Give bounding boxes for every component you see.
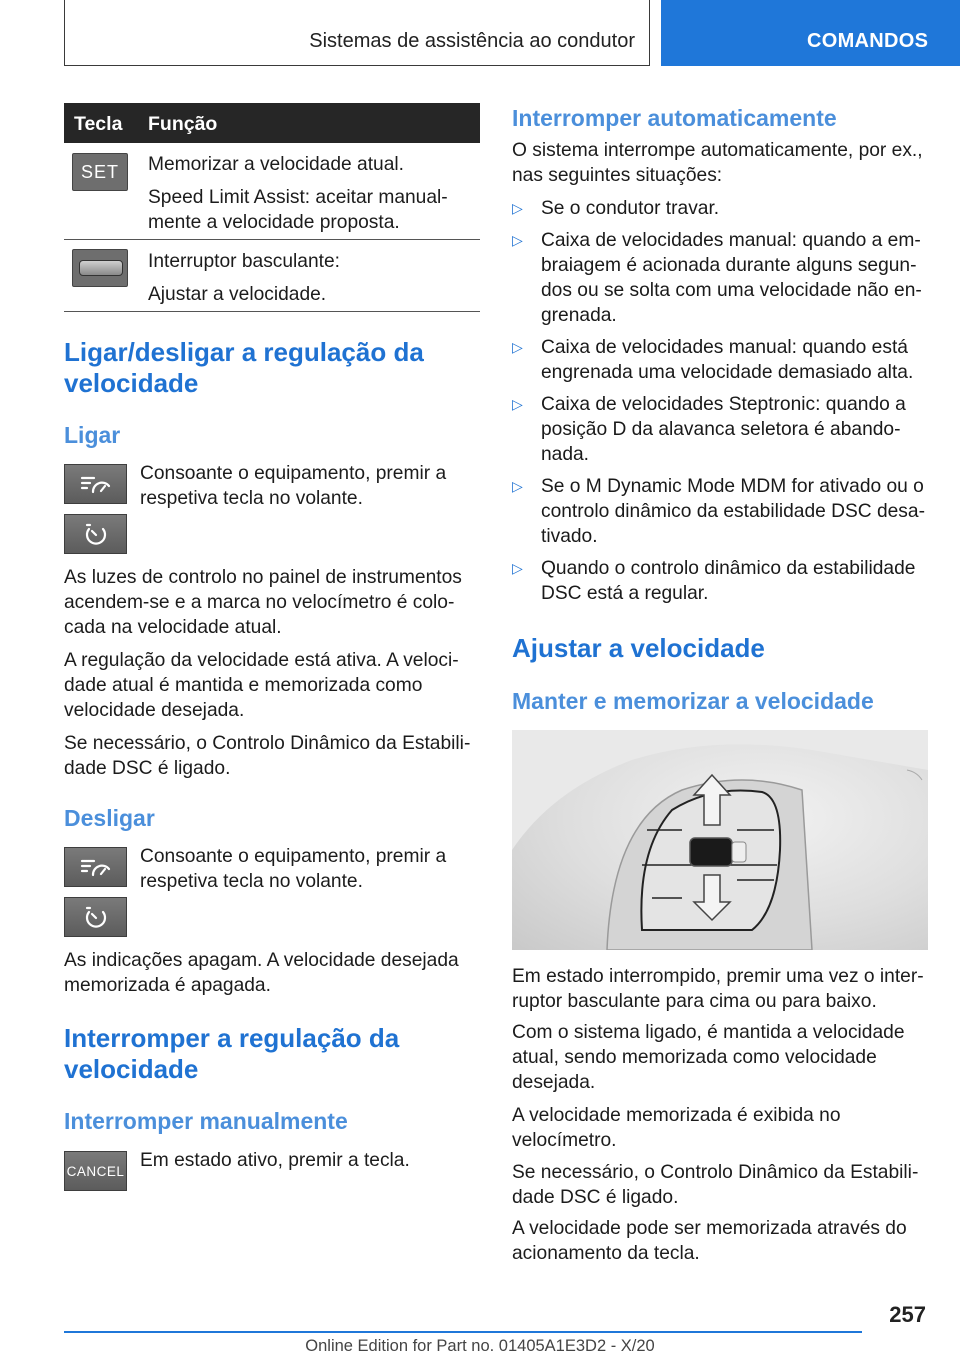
speed-limiter-icon [64, 514, 127, 554]
footer-divider [64, 1331, 862, 1333]
footer-edition: Online Edition for Part no. 01405A1E3D2 - X/20 [305, 1337, 655, 1355]
table-cell-line: Speed Limit Assist: aceitar manualmente a velocidade proposta. [148, 187, 448, 233]
desligar-paragraph: As indicações apagam. A velocidade desejada memorizada é apagada. [64, 950, 459, 996]
table-col-key: Tecla [74, 113, 123, 135]
triangle-bullet-icon: ▷ [512, 478, 523, 494]
triangle-bullet-icon: ▷ [512, 200, 523, 216]
ligar-paragraph-2: A regulação da velocidade está ativa. A velocidade atual é mantida e memorizada como velocidade desejada. [64, 650, 459, 721]
list-item: ▷ Caixa de velocidades manual: quando a embraiagem é acionada durante alguns segundos ou se solta com uma velocidade não engrenada. [512, 230, 922, 326]
triangle-bullet-icon: ▷ [512, 339, 523, 355]
table-cell-line: Memorizar a velocidade atual. [148, 154, 404, 175]
heading-interromper-auto: Interromper automaticamente [512, 105, 837, 131]
header-chapter-tab [661, 0, 960, 66]
heading-manter: Manter e memorizar a velocidade [512, 688, 874, 714]
cruise-control-icon [64, 847, 127, 887]
manter-paragraph-2: Com o sistema ligado, é mantida a velocidade atual, sendo memorizada como velocidade desejada. [512, 1022, 905, 1093]
desligar-instruction: Consoante o equipamento, premir a respetiva tecla no volante. [140, 846, 447, 892]
cancel-key-icon [64, 1151, 127, 1191]
heading-interromper: Interromper a regulação da velocidade [64, 1023, 400, 1084]
header-section-box [64, 0, 650, 66]
steering-wheel-rocker-photo [512, 730, 928, 950]
table-header [64, 103, 480, 143]
auto-situations-list [512, 196, 928, 613]
list-item: ▷ Se o condutor travar. [512, 198, 720, 219]
auto-intro: O sistema interrompe automaticamente, por ex., nas seguintes situações: [512, 140, 923, 186]
table-row [64, 240, 480, 312]
set-key-label: SET [80, 161, 119, 182]
manter-paragraph-3: A velocidade memorizada é exibida no velocímetro. [512, 1105, 841, 1151]
heading-ajustar: Ajustar a velocidade [512, 633, 765, 663]
triangle-bullet-icon: ▷ [512, 232, 523, 248]
list-item: ▷ Quando o controlo dinâmico da estabilidade DSC está a regular. [512, 558, 916, 604]
manter-paragraph-1: Em estado interrompido, premir uma vez o interruptor basculante para cima ou para baixo. [512, 966, 924, 1012]
set-key-icon [72, 153, 128, 191]
heading-interromper-manual: Interromper manualmente [64, 1108, 348, 1134]
header-section-title: Sistemas de assistência ao condutor [309, 30, 635, 52]
table-cell-line: Ajustar a velocidade. [148, 284, 327, 305]
list-item: ▷ Se o M Dynamic Mode MDM for ativado ou o controlo dinâmico da estabilidade DSC desativado. [512, 476, 925, 547]
ligar-instruction: Consoante o equipamento, premir a respetiva tecla no volante. [140, 463, 447, 509]
triangle-bullet-icon: ▷ [512, 560, 523, 576]
table-cell-function [148, 152, 478, 243]
cruise-control-icon [64, 464, 127, 504]
manual-instruction: Em estado ativo, premir a tecla. [140, 1150, 410, 1171]
speed-limiter-icon [64, 897, 127, 937]
header-chapter-label: COMANDOS [807, 30, 929, 52]
rocker-switch-icon [72, 249, 128, 287]
ligar-paragraph-3: Se necessário, o Controlo Dinâmico da Estabilidade DSC é ligado. [64, 733, 471, 779]
heading-ligar-desligar: Ligar/desligar a regulação da velocidade [64, 337, 424, 398]
table-col-function: Função [148, 113, 218, 135]
heading-ligar: Ligar [64, 422, 121, 448]
list-item: ▷ Caixa de velocidades Steptronic: quando a posição D da alavanca seletora é abandonada. [512, 394, 906, 465]
ligar-paragraph-1: As luzes de controlo no painel de instrumentos acendem-se e a marca no velocímetro é colocada na velocidade atual. [64, 567, 462, 638]
table-cell-line: Interruptor basculante: [148, 251, 340, 272]
table-row [64, 143, 480, 240]
list-item: ▷ Caixa de velocidades manual: quando está engrenada uma velocidade demasiado alta. [512, 337, 914, 383]
triangle-bullet-icon: ▷ [512, 396, 523, 412]
page-number: 257 [889, 1302, 926, 1327]
manter-paragraph-4: Se necessário, o Controlo Dinâmico da Estabilidade DSC é ligado. [512, 1162, 919, 1208]
manter-paragraph-5: A velocidade pode ser memorizada através do acionamento da tecla. [512, 1218, 907, 1264]
heading-desligar: Desligar [64, 805, 155, 831]
table-cell-function [148, 249, 478, 315]
cancel-key-label: CANCEL [66, 1163, 125, 1179]
